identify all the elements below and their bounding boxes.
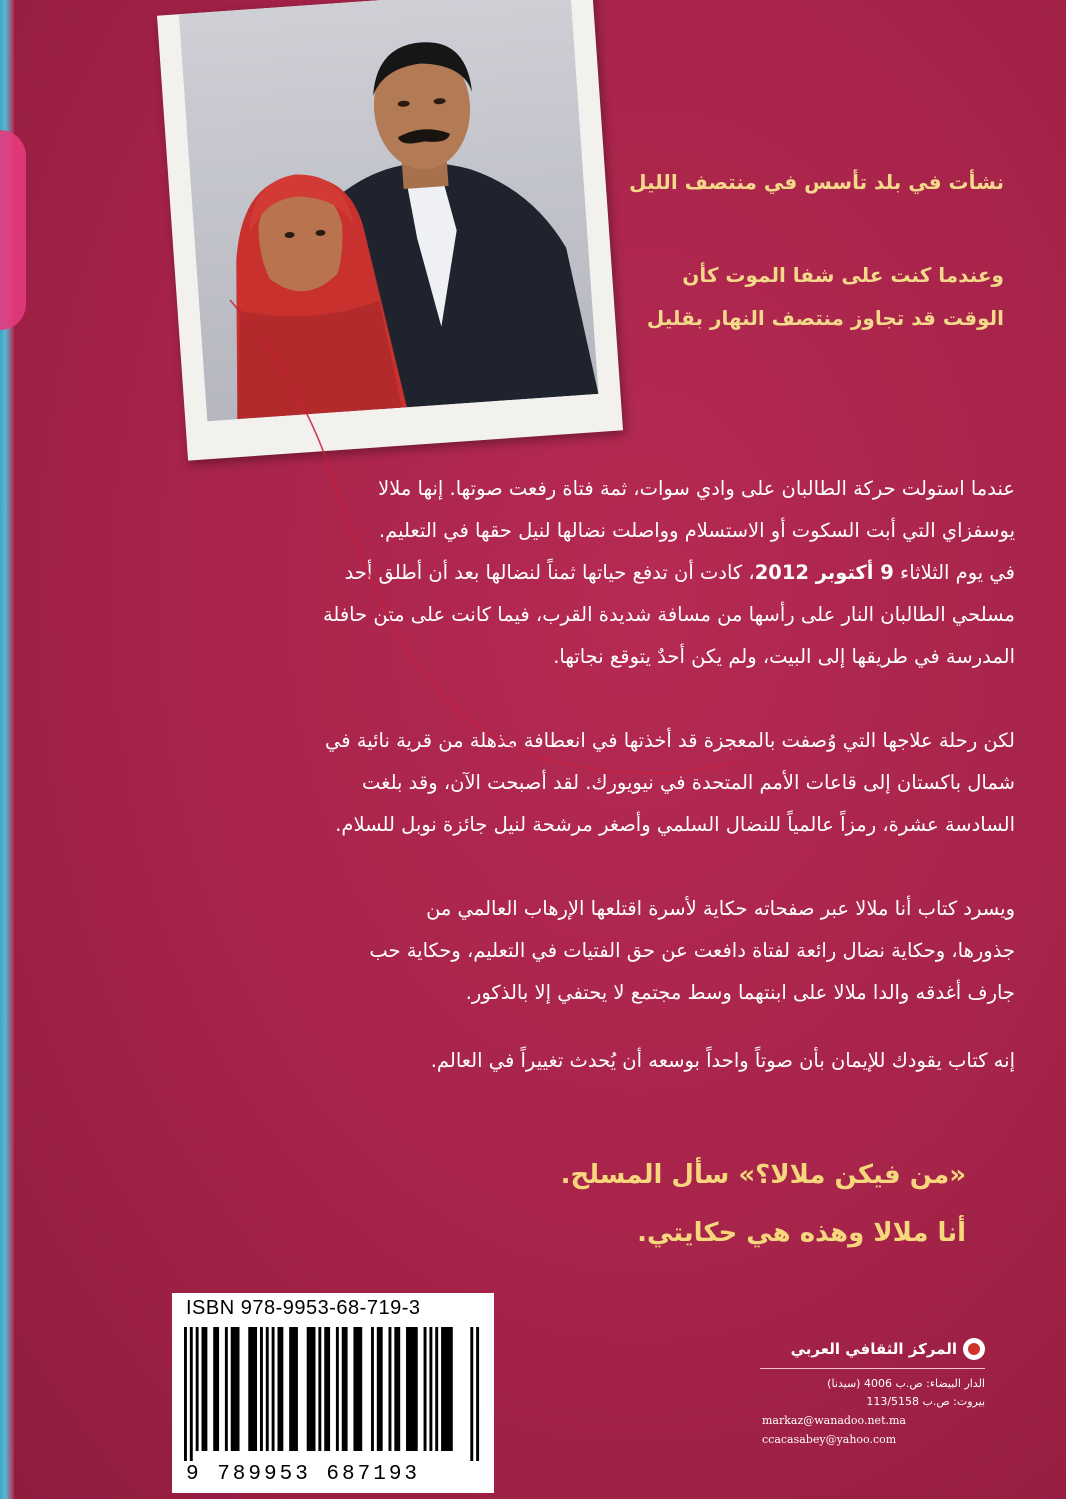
description-line xyxy=(150,552,1015,594)
barcode-digits: 9 789953 687193 xyxy=(186,1463,421,1486)
barcode-bar xyxy=(470,1327,473,1461)
barcode-bar xyxy=(353,1327,362,1451)
description-line: عندما استولت حركة الطالبان على وادي سوات، ثمة فتاة رفعت صوتها. إنها ملالا xyxy=(378,477,1015,500)
isbn-label: ISBN 978-9953-68-719-3 xyxy=(186,1297,421,1319)
description-line: جارف أغدقه والدا ملالا على ابنتهما وسط مجتمع لا يحتفي إلا بالذكور. xyxy=(465,981,1015,1004)
barcode-icon xyxy=(184,1327,482,1461)
barcode-bar xyxy=(266,1327,269,1451)
barcode-bar xyxy=(342,1327,348,1451)
barcode-bar xyxy=(196,1327,199,1451)
quote-line-1: «من فيكن ملالا؟» سأل المسلح. xyxy=(560,1160,966,1190)
publisher-name: المركز الثقافي العربي xyxy=(790,1340,957,1358)
barcode-bar xyxy=(277,1327,283,1451)
publisher-email-1: markaz@wanadoo.net.ma xyxy=(762,1414,906,1427)
barcode-bar xyxy=(213,1327,219,1451)
barcode-bar xyxy=(371,1327,374,1451)
barcode-bar xyxy=(318,1327,321,1451)
description-paragraph-1 xyxy=(150,468,1015,678)
description-line: مسلحي الطالبان النار على رأسها من مسافة شديدة القرب، فيما كانت على متن حافلة xyxy=(322,603,1015,626)
publisher-email-2: ccacasabey@yahoo.com xyxy=(762,1433,897,1446)
barcode-bar xyxy=(429,1327,432,1451)
publisher-name-row xyxy=(760,1338,985,1360)
description-line: جذورها، وحكاية نضال رائعة لفتاة دافعت عن حق الفتيات في التعليم، وحكاية حب xyxy=(369,939,1015,962)
barcode-bar xyxy=(307,1327,316,1451)
barcode-bar xyxy=(272,1327,275,1451)
publisher-divider xyxy=(760,1368,985,1369)
barcode-bar xyxy=(424,1327,427,1451)
photo-illustration xyxy=(179,0,599,421)
barcode-bar xyxy=(389,1327,392,1451)
publisher-address-2: بيروت: ص.ب 113/5158 xyxy=(866,1395,985,1408)
description-line: إنه كتاب يقودك للإيمان بأن صوتاً واحداً بوسعه أن يُحدث تغييراً في العالم. xyxy=(430,1049,1015,1072)
barcode-bar xyxy=(260,1327,263,1451)
publisher-address-1: الدار البيضاء: ص.ب 4006 (سيدنا) xyxy=(827,1377,985,1390)
author-photo-frame xyxy=(157,0,623,461)
tagline-line-1: نشأت في بلد تأسس في منتصف الليل xyxy=(629,170,1004,194)
publisher-block xyxy=(760,1338,985,1449)
barcode-bar xyxy=(225,1327,228,1451)
description-segment: في يوم الثلاثاء xyxy=(893,561,1015,584)
attack-date: 9 أكتوبر 2012 xyxy=(754,561,894,584)
author-photo xyxy=(179,0,599,421)
description-paragraph-3 xyxy=(150,888,1015,1014)
barcode-bar xyxy=(406,1327,418,1451)
description-line: يوسفزاي التي أبت السكوت أو الاستسلام وواصلت نضالها لنيل حقها في التعليم. xyxy=(378,519,1015,542)
description-line: السادسة عشرة، رمزاً عالمياً للنضال السلمي وأصغر مرشحة لنيل جائزة نوبل للسلام. xyxy=(335,813,1015,836)
barcode-bar xyxy=(231,1327,240,1451)
barcode-box xyxy=(172,1293,494,1493)
description-line: شمال باكستان إلى قاعات الأمم المتحدة في نيويورك. لقد أصبحت الآن، وقد بلغت xyxy=(362,771,1015,794)
description-paragraph-2 xyxy=(150,720,1015,846)
quote-line-2: أنا ملالا وهذه هي حكايتي. xyxy=(637,1218,966,1248)
barcode-bar xyxy=(476,1327,479,1461)
barcode-bar xyxy=(324,1327,330,1451)
barcode-bar xyxy=(202,1327,208,1451)
barcode-bar xyxy=(435,1327,438,1451)
barcode-bar xyxy=(336,1327,339,1451)
publisher-logo-icon xyxy=(963,1338,985,1360)
description-paragraph-4 xyxy=(150,1040,1015,1082)
description-line: لكن رحلة علاجها التي وُصفت بالمعجزة قد أخذتها في انعطافة مذهلة من قرية نائية في xyxy=(324,729,1015,752)
barcode-bar xyxy=(190,1327,193,1461)
barcode-bar xyxy=(248,1327,257,1451)
barcode-bar xyxy=(441,1327,453,1451)
barcode-bar xyxy=(184,1327,187,1461)
tagline-line-2: وعندما كنت على شفا الموت كأن xyxy=(682,263,1004,287)
description-segment: ، كادت أن تدفع حياتها ثمناً لنضالها بعد أن أطلق أحد xyxy=(344,561,755,584)
description-line: ويسرد كتاب أنا ملالا عبر صفحاته حكاية لأسرة اقتلعها الإرهاب العالمي من xyxy=(426,897,1015,920)
description-line: المدرسة في طريقها إلى البيت، ولم يكن أحدٌ يتوقع نجاتها. xyxy=(553,645,1015,668)
barcode-bar xyxy=(377,1327,383,1451)
pink-fabric-edge xyxy=(0,130,26,330)
tagline-line-3: الوقت قد تجاوز منتصف النهار بقليل xyxy=(646,306,1004,330)
barcode-bar xyxy=(394,1327,400,1451)
barcode-bar xyxy=(289,1327,298,1451)
